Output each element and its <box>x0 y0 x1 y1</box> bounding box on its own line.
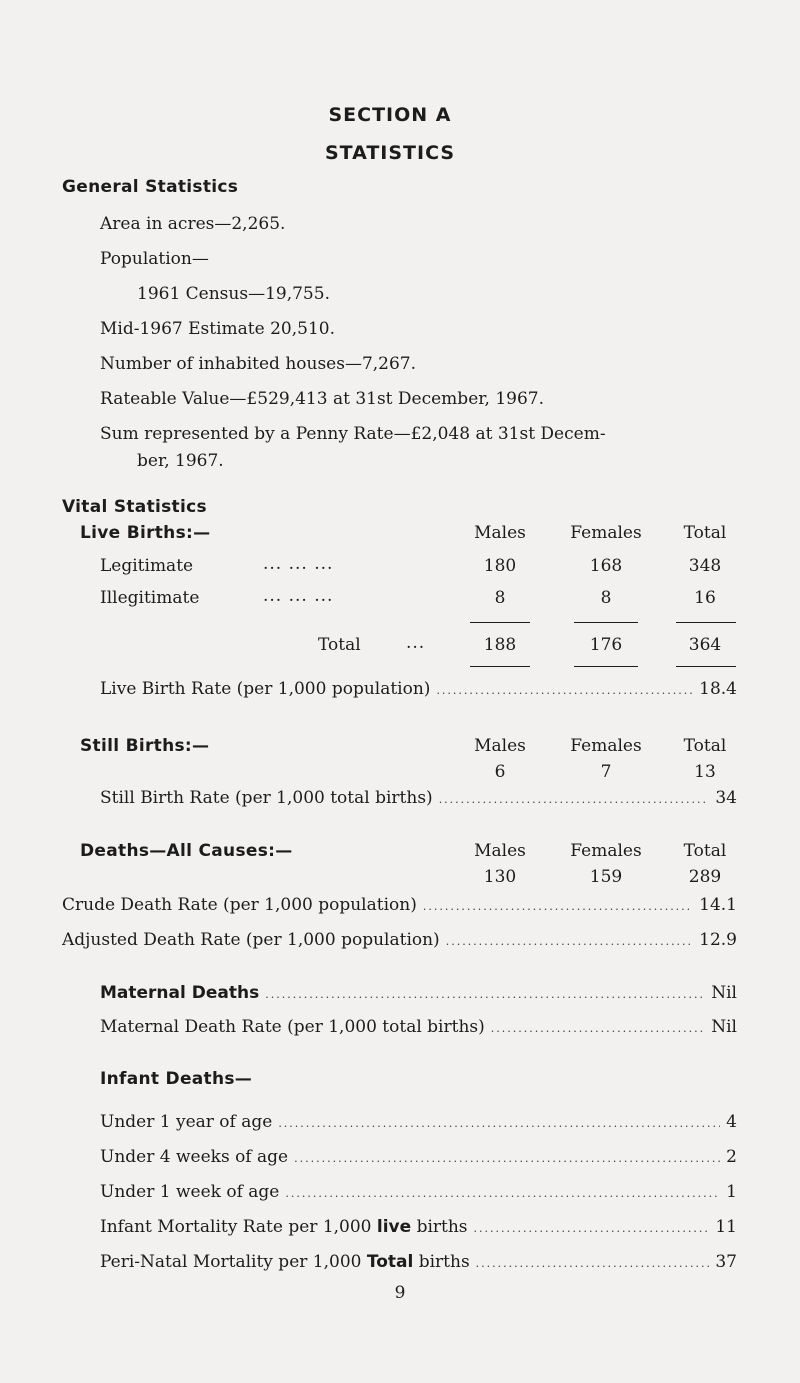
list-item <box>100 1146 737 1170</box>
infant-mortality-rate-label <box>100 1216 468 1238</box>
list-item <box>100 1181 737 1205</box>
cell-males: 8 <box>494 588 506 608</box>
adjusted-death-rate-line <box>62 929 737 953</box>
live-birth-rate-line <box>100 678 737 702</box>
penny-rate-line-1: Sum represented by a Penny Rate—£2,048 at 31st Decem- <box>100 424 606 444</box>
vital-statistics-heading: Vital Statistics <box>62 497 207 517</box>
imr-text-pre: Infant Mortality Rate per 1,000 <box>100 1217 372 1237</box>
deaths-total: 289 <box>688 867 722 887</box>
dot-leader <box>436 678 693 702</box>
peri-natal-mortality-line <box>100 1251 737 1275</box>
row-label-legitimate: Legitimate <box>100 556 194 576</box>
pn-text-post: births <box>418 1252 470 1272</box>
deaths-heading: Deaths—All Causes:— <box>80 841 293 861</box>
adjusted-death-rate-value: 12.9 <box>699 930 737 950</box>
live-births-col-total: Total <box>683 523 727 543</box>
infant-under-1-week-value: 1 <box>726 1182 737 1202</box>
still-births-col-males: Males <box>474 736 526 756</box>
dot-leader <box>423 894 693 918</box>
cell-females: 168 <box>589 556 623 576</box>
peri-natal-mortality-label <box>100 1251 470 1273</box>
row-leader: ... ... ... <box>263 586 334 606</box>
still-births-males: 6 <box>494 762 506 782</box>
cell-males: 188 <box>483 635 517 655</box>
still-birth-rate-value: 34 <box>715 788 737 808</box>
infant-under-1-week-label: Under 1 week of age <box>100 1182 280 1202</box>
still-births-females: 7 <box>600 762 612 782</box>
section-subtitle: STATISTICS <box>324 142 456 164</box>
deaths-females: 159 <box>589 867 623 887</box>
infant-under-1-year-value: 4 <box>726 1112 737 1132</box>
still-births-total: 13 <box>694 762 716 782</box>
general-statistics-heading: General Statistics <box>62 177 239 197</box>
rule-males-bottom <box>470 666 530 667</box>
rule-females-bottom <box>574 666 638 667</box>
infant-under-4-weeks-label: Under 4 weeks of age <box>100 1147 289 1167</box>
imr-text-post: births <box>416 1217 468 1237</box>
crude-death-rate-label: Crude Death Rate (per 1,000 population) <box>62 895 417 915</box>
still-births-col-total: Total <box>683 736 727 756</box>
infant-under-1-year-label: Under 1 year of age <box>100 1112 273 1132</box>
crude-death-rate-value: 14.1 <box>699 895 737 915</box>
deaths-col-females: Females <box>570 841 642 861</box>
cell-females: 8 <box>600 588 612 608</box>
page-number: 9 <box>394 1283 406 1303</box>
deaths-col-males: Males <box>474 841 526 861</box>
area-line: Area in acres—2,265. <box>100 214 286 234</box>
row-leader: ... <box>406 633 426 653</box>
live-births-col-males: Males <box>474 523 526 543</box>
maternal-death-rate-line <box>100 1016 737 1040</box>
live-births-col-females: Females <box>570 523 642 543</box>
still-births-col-females: Females <box>570 736 642 756</box>
maternal-deaths-heading: Maternal Deaths <box>100 983 260 1003</box>
rule-total-top <box>676 622 736 623</box>
census-line: 1961 Census—19,755. <box>137 284 330 304</box>
still-birth-rate-label: Still Birth Rate (per 1,000 total births) <box>100 788 433 808</box>
maternal-deaths-line <box>100 982 737 1006</box>
dot-leader <box>476 1251 710 1275</box>
cell-total: 364 <box>688 635 722 655</box>
crude-death-rate-line <box>62 894 737 918</box>
live-births-heading: Live Births:— <box>80 523 211 543</box>
dot-leader <box>474 1216 710 1240</box>
adjusted-death-rate-label: Adjusted Death Rate (per 1,000 population) <box>62 930 440 950</box>
maternal-death-rate-label: Maternal Death Rate (per 1,000 total births) <box>100 1017 485 1037</box>
dot-leader <box>278 1111 720 1135</box>
live-birth-rate-label: Live Birth Rate (per 1,000 population) <box>100 679 431 699</box>
imr-text-bold: live <box>376 1217 412 1237</box>
peri-natal-mortality-value: 37 <box>715 1252 737 1272</box>
row-leader: ... ... ... <box>263 554 334 574</box>
penny-rate-line-2: ber, 1967. <box>137 451 224 471</box>
dot-leader <box>446 929 693 953</box>
rateable-value-line: Rateable Value—£529,413 at 31st December, 1967. <box>100 389 544 409</box>
maternal-death-rate-value: Nil <box>711 1017 737 1037</box>
cell-total: 16 <box>694 588 716 608</box>
rule-total-bottom <box>676 666 736 667</box>
cell-males: 180 <box>483 556 517 576</box>
rule-females-top <box>574 622 638 623</box>
pn-text-bold: Total <box>366 1252 414 1272</box>
deaths-col-total: Total <box>683 841 727 861</box>
dot-leader <box>265 982 705 1006</box>
houses-line: Number of inhabited houses—7,267. <box>100 354 417 374</box>
live-birth-rate-value: 18.4 <box>699 679 737 699</box>
row-label-illegitimate: Illegitimate <box>100 588 200 608</box>
total-row-label: Total <box>318 635 361 655</box>
infant-deaths-heading: Infant Deaths— <box>100 1069 253 1089</box>
dot-leader <box>294 1146 720 1170</box>
still-births-heading: Still Births:— <box>80 736 210 756</box>
dot-leader <box>491 1016 706 1040</box>
section-title: SECTION A <box>328 104 452 126</box>
list-item <box>100 1111 737 1135</box>
infant-mortality-rate-line <box>100 1216 737 1240</box>
cell-total: 348 <box>688 556 722 576</box>
dot-leader <box>285 1181 720 1205</box>
rule-males-top <box>470 622 530 623</box>
infant-under-4-weeks-value: 2 <box>726 1147 737 1167</box>
maternal-deaths-value: Nil <box>711 983 737 1003</box>
infant-mortality-rate-value: 11 <box>715 1217 737 1237</box>
dot-leader <box>439 787 710 811</box>
cell-females: 176 <box>589 635 623 655</box>
population-label: Population— <box>100 249 209 269</box>
pn-text-pre: Peri-Natal Mortality per 1,000 <box>100 1252 362 1272</box>
still-birth-rate-line <box>100 787 737 811</box>
mid-estimate-line: Mid-1967 Estimate 20,510. <box>100 319 335 339</box>
deaths-males: 130 <box>483 867 517 887</box>
